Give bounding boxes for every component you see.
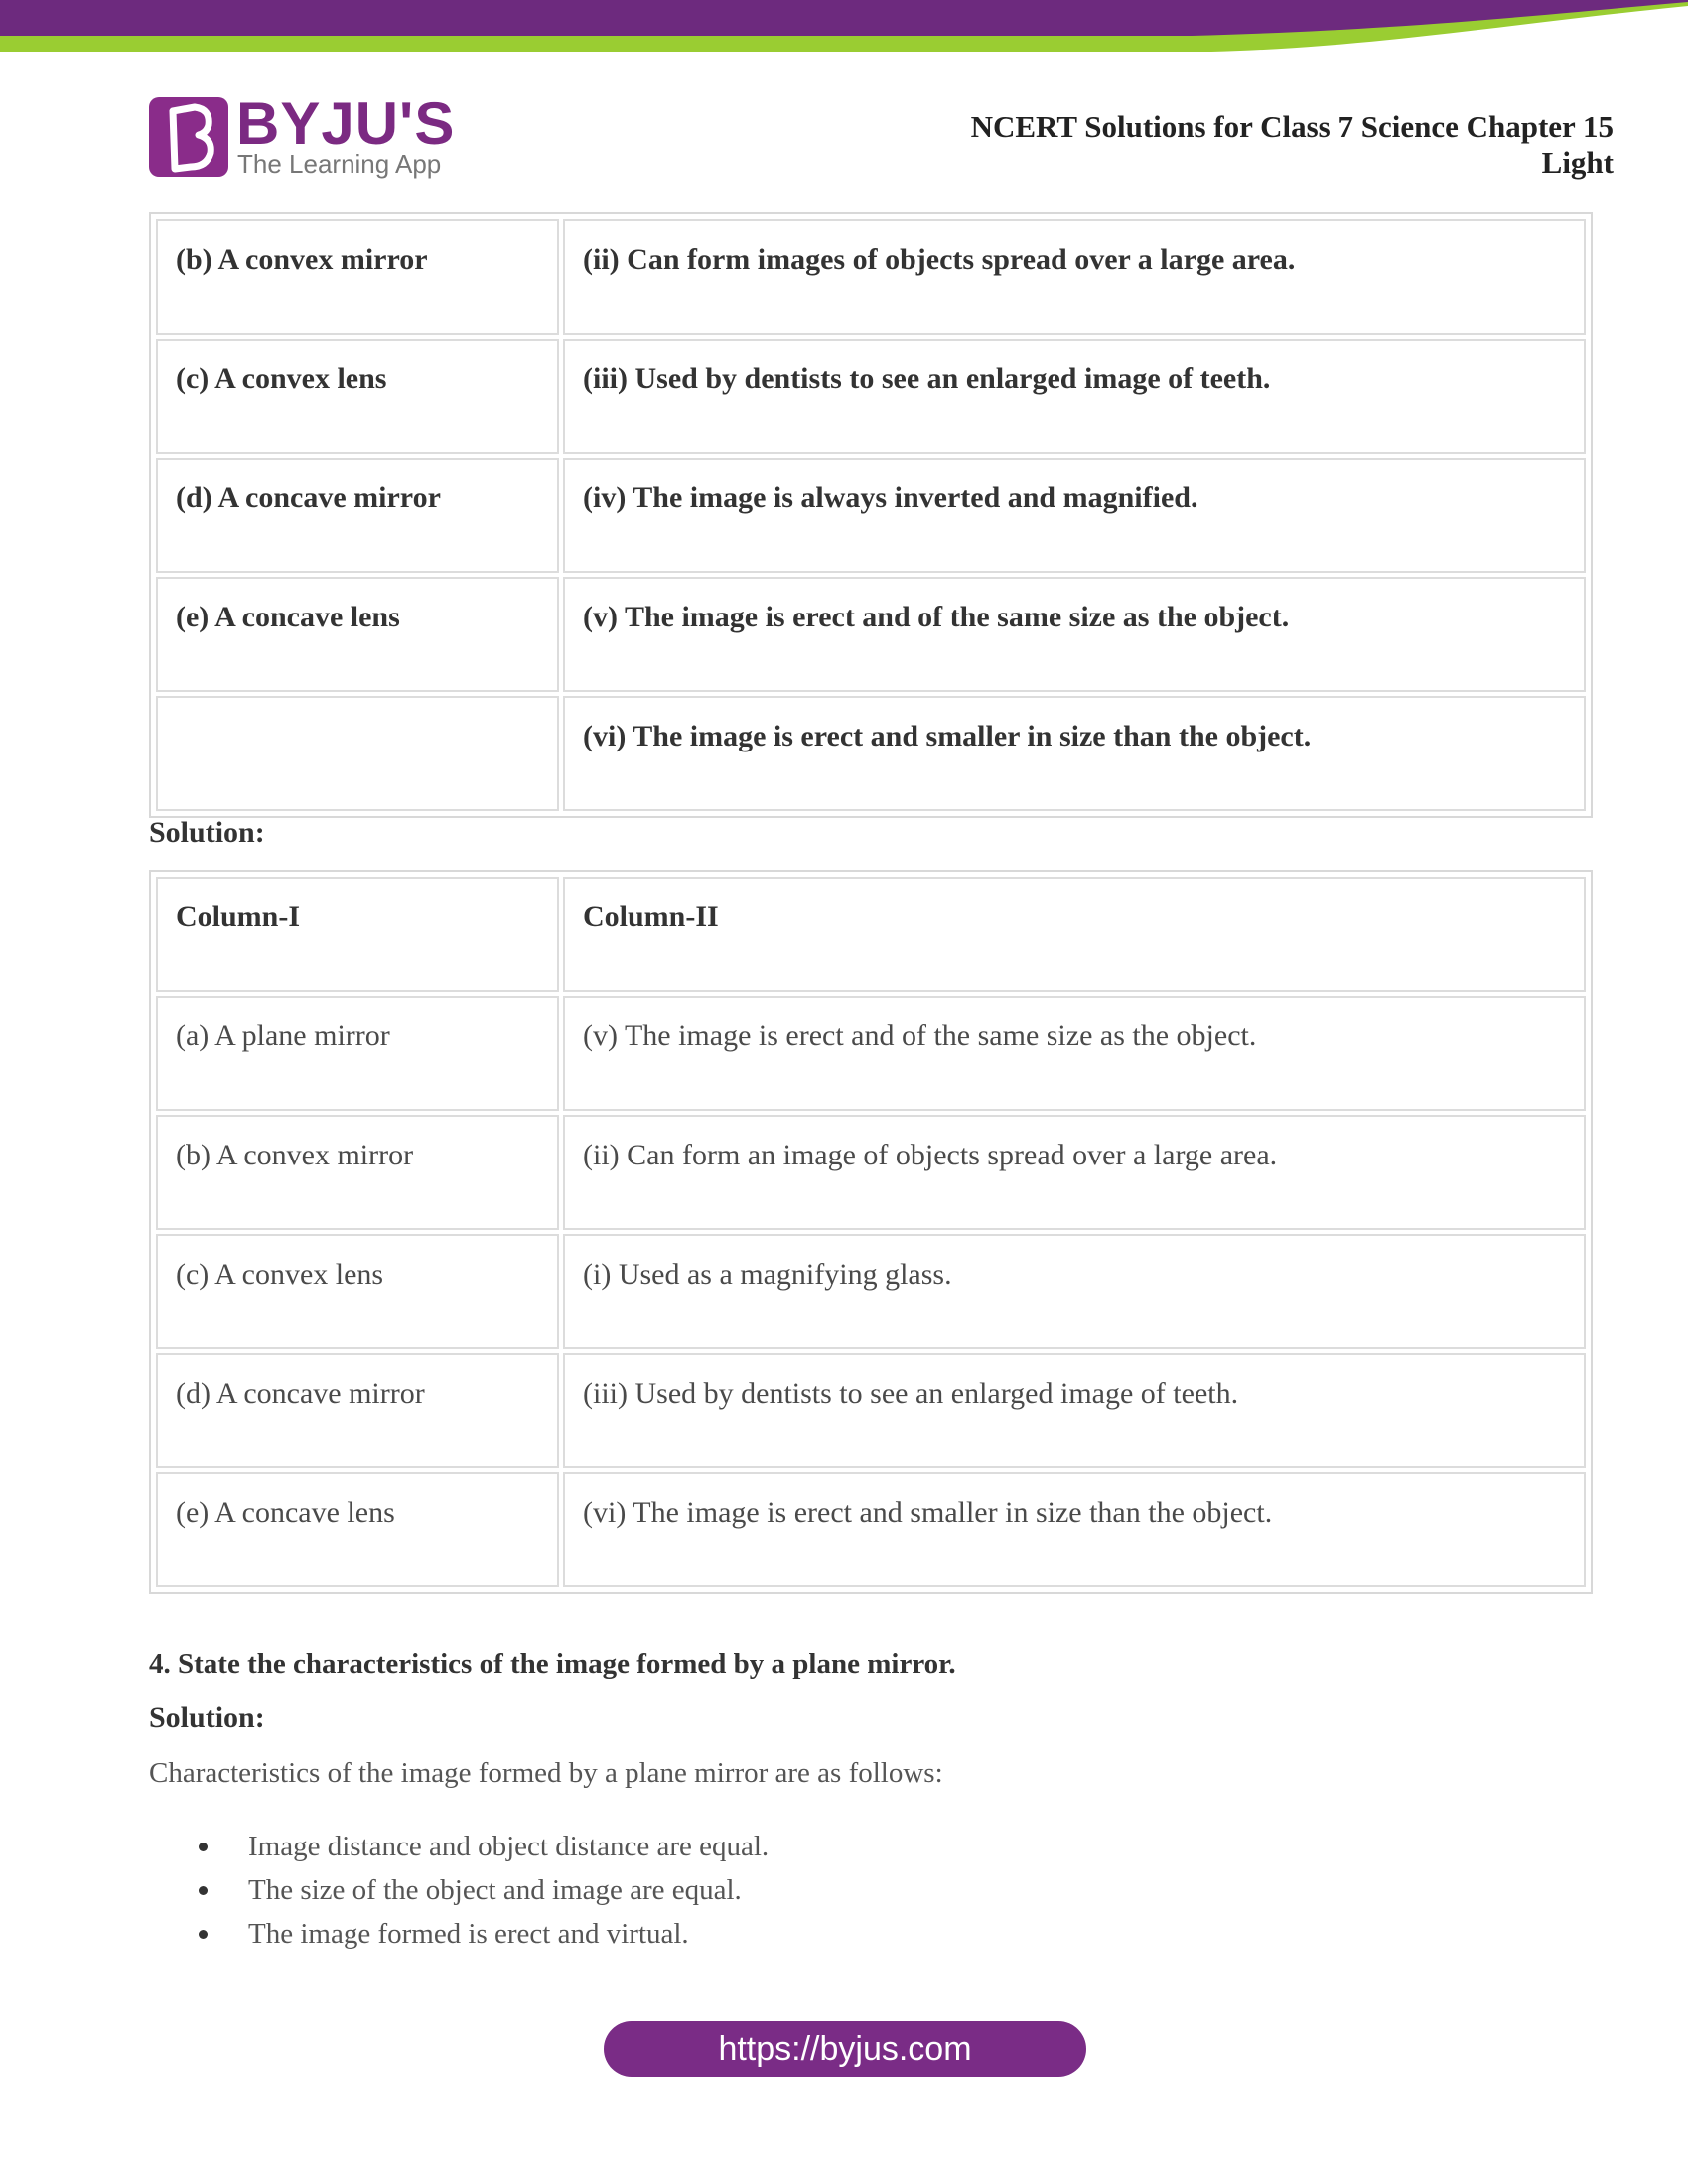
table-cell-column-2: (iv) The image is always inverted and magnified. <box>563 458 1586 573</box>
table-cell-column-1: (c) A convex lens <box>156 339 559 454</box>
byjus-logo <box>149 90 456 181</box>
table-row <box>154 1113 1588 1232</box>
table-cell-column-1 <box>156 696 559 811</box>
bullet-icon <box>199 1886 208 1895</box>
table-cell-column-1: (c) A convex lens <box>156 1234 559 1349</box>
top-banner <box>0 0 1688 60</box>
question-4-text: 4. State the characteristics of the image formed by a plane mirror. <box>149 1648 956 1680</box>
document-title <box>859 109 1614 181</box>
list-item <box>149 1912 769 1956</box>
table-cell-column-2: (v) The image is erect and of the same size as the object. <box>563 577 1586 692</box>
column-header-2: Column-II <box>563 877 1586 992</box>
characteristics-list <box>149 1825 769 1956</box>
table-cell-column-2: (vi) The image is erect and smaller in size than the object. <box>563 1472 1586 1587</box>
footer-url-link[interactable]: https://byjus.com <box>604 2021 1086 2077</box>
table-cell-column-2: (vi) The image is erect and smaller in size than the object. <box>563 696 1586 811</box>
table-row <box>154 337 1588 456</box>
table-cell-column-2: (ii) Can form an image of objects spread over a large area. <box>563 1115 1586 1230</box>
table-row <box>154 575 1588 694</box>
table-cell-column-1: (e) A concave lens <box>156 577 559 692</box>
brand-name: BYJU'S <box>236 90 456 157</box>
table-cell-column-1: (a) A plane mirror <box>156 996 559 1111</box>
table-cell-column-2: (i) Used as a magnifying glass. <box>563 1234 1586 1349</box>
bullet-icon <box>199 1930 208 1939</box>
solution-label: Solution: <box>149 816 265 849</box>
brand-tagline: The Learning App <box>237 149 442 179</box>
table-cell-column-1: (e) A concave lens <box>156 1472 559 1587</box>
list-item <box>149 1825 769 1868</box>
document-title-line-1: NCERT Solutions for Class 7 Science Chapter 15 <box>970 109 1614 144</box>
table-row <box>154 994 1588 1113</box>
table-cell-column-2: (v) The image is erect and of the same size as the object. <box>563 996 1586 1111</box>
column-header-1: Column-I <box>156 877 559 992</box>
list-item-text: The size of the object and image are equal. <box>248 1874 742 1906</box>
table-cell-column-1: (d) A concave mirror <box>156 1353 559 1468</box>
question-4-solution-label: Solution: <box>149 1702 265 1734</box>
table-cell-column-1: (b) A convex mirror <box>156 1115 559 1230</box>
table-header-row <box>154 875 1588 994</box>
table-row <box>154 1351 1588 1470</box>
table-cell-column-2: (ii) Can form images of objects spread over a large area. <box>563 219 1586 335</box>
solution-intro: Characteristics of the image formed by a plane mirror are as follows: <box>149 1757 943 1789</box>
document-title-line-2: Light <box>1541 145 1614 180</box>
table-cell-column-2: (iii) Used by dentists to see an enlarged image of teeth. <box>563 339 1586 454</box>
table-row <box>154 694 1588 813</box>
list-item-text: Image distance and object distance are equal. <box>248 1831 770 1862</box>
table-row <box>154 1470 1588 1589</box>
byjus-logo-icon <box>149 97 228 177</box>
table-row <box>154 456 1588 575</box>
answer-match-table <box>149 870 1593 1594</box>
table-cell-column-1: (d) A concave mirror <box>156 458 559 573</box>
bullet-icon <box>199 1843 208 1851</box>
table-cell-column-1: (b) A convex mirror <box>156 219 559 335</box>
list-item-text: The image formed is erect and virtual. <box>248 1918 689 1950</box>
table-cell-column-2: (iii) Used by dentists to see an enlarged image of teeth. <box>563 1353 1586 1468</box>
table-row <box>154 1232 1588 1351</box>
question-match-table <box>149 212 1593 818</box>
list-item <box>149 1868 769 1912</box>
table-row <box>154 217 1588 337</box>
